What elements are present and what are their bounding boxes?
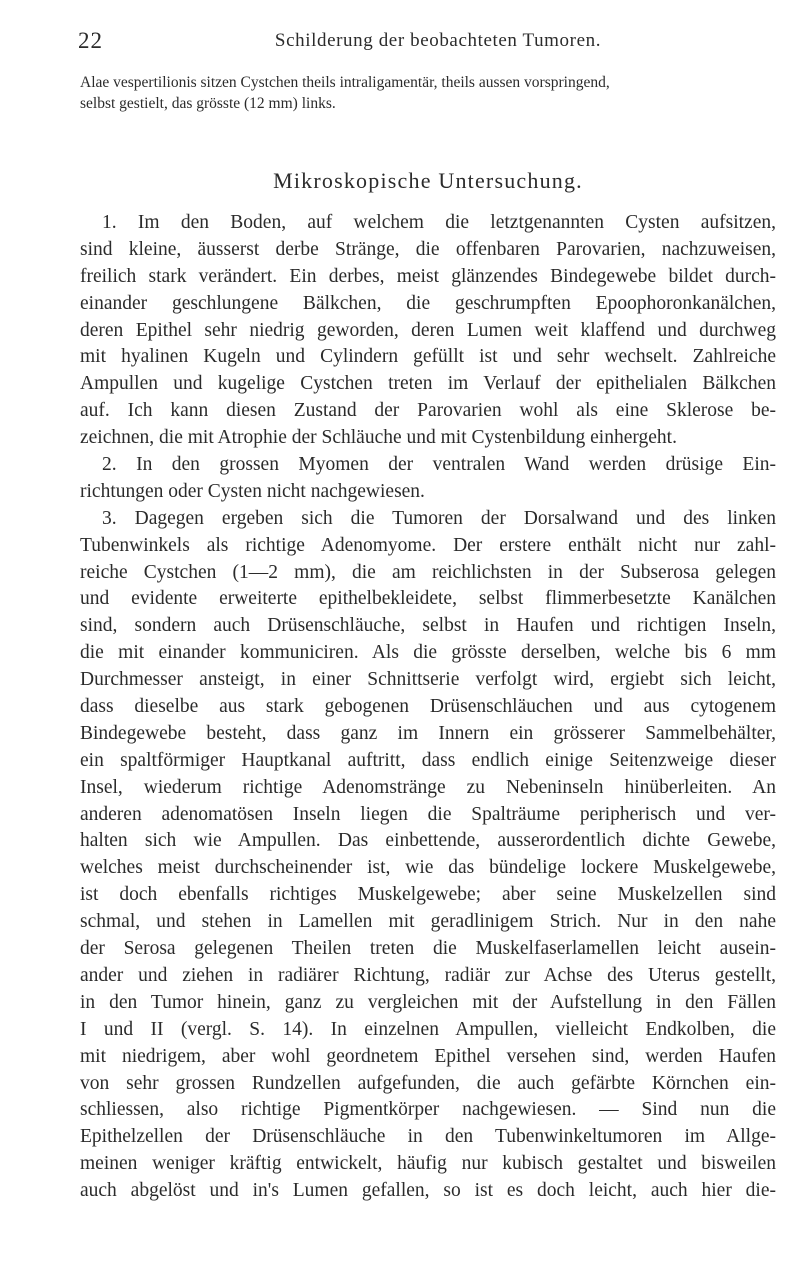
text-line: und evidente erweiterte epithelbekleidete, selbst flimmerbesetzte Kanälchen [80, 588, 776, 610]
text-line: von sehr grossen Rundzellen aufgefunden, die auch gefärbte Körnchen ein- [80, 1072, 776, 1094]
text-line: einander geschlungene Bälkchen, die geschrumpften Epoophoronkanälchen, [80, 292, 776, 314]
text-line: I und II (vergl. S. 14). In einzelnen Ampullen, vielleicht Endkolben, die [80, 1018, 776, 1040]
text-line: mit niedrigem, aber wohl geordnetem Epithel versehen sind, werden Haufen [80, 1045, 776, 1067]
text-line: deren Epithel sehr niedrig geworden, deren Lumen weit klaffend und durchweg [80, 319, 776, 341]
text-line: der Serosa gelegenen Theilen treten die Muskelfaserlamellen leicht ausein- [80, 938, 776, 960]
page-number: 22 [78, 28, 103, 53]
text-line: freilich stark verändert. Ein derbes, meist glänzendes Bindegewebe bildet durch- [80, 265, 776, 287]
text-line: Durchmesser ansteigt, in einer Schnittserie verfolgt wird, ergiebt sich leicht, [80, 669, 776, 691]
text-line: ander und ziehen in radiärer Richtung, radiär zur Achse des Uterus gestellt, [80, 964, 776, 986]
text-line: schmal, und stehen in Lamellen mit geradlinigem Strich. Nur in den nahe [80, 911, 776, 933]
text-line: Tubenwinkels als richtige Adenomyome. Der erstere enthält nicht nur zahl- [80, 534, 776, 556]
body-text [80, 210, 776, 1205]
text-line: anderen adenomatösen Inseln liegen die Spalträume peripherisch und ver- [80, 803, 776, 825]
text-line: meinen weniger kräftig entwickelt, häufig nur kubisch gestaltet und bisweilen [80, 1153, 776, 1175]
text-line: dass dieselbe aus stark gebogenen Drüsenschläuchen und aus cytogenem [80, 696, 776, 718]
text-line: halten sich wie Ampullen. Das einbettende, ausserordentlich dichte Gewebe, [80, 830, 776, 852]
text-line: mit hyalinen Kugeln und Cylindern gefüllt ist und sehr wechselt. Zahlreiche [80, 346, 776, 368]
running-title: Schilderung der beobachteten Tumoren. [274, 30, 602, 51]
text-line: die mit einander kommuniciren. Als die grösste derselben, welche bis 6 mm [80, 642, 776, 664]
running-header [78, 28, 778, 58]
text-line: richtungen oder Cysten nicht nachgewiesen. [80, 480, 425, 502]
text-line: in den Tumor hinein, ganz zu vergleichen mit der Aufstellung in den Fällen [80, 991, 776, 1013]
text-line: ein spaltförmiger Hauptkanal auftritt, dass endlich einige Seitenzweige dieser [80, 749, 776, 771]
text-line: Bindegewebe besteht, dass ganz im Innern ein grösserer Sammelbehälter, [80, 722, 776, 744]
text-line: auch abgelöst und in's Lumen gefallen, so ist es doch leicht, auch hier die- [80, 1180, 776, 1202]
text-line: Epithelzellen der Drüsenschläuche in den Tubenwinkeltumoren im Allge- [80, 1126, 776, 1148]
text-line: auf. Ich kann diesen Zustand der Parovarien wohl als eine Sklerose be- [80, 400, 776, 422]
text-line: 1. Im den Boden, auf welchem die letztgenannten Cysten aufsitzen, [102, 212, 776, 233]
text-line: 3. Dagegen ergeben sich die Tumoren der Dorsalwand und des linken [102, 507, 776, 529]
text-line: sind, sondern auch Drüsenschläuche, selbst in Haufen und richtigen Inseln, [80, 615, 776, 637]
footnote-line: Alae vespertilionis sitzen Cystchen theils intraligamentär, theils aussen vorspringend, [80, 74, 610, 91]
text-line: zeichnen, die mit Atrophie der Schläuche und mit Cystenbildung einhergeht. [80, 427, 677, 449]
text-line: sind kleine, äusserst derbe Stränge, die offenbaren Parovarien, nachzuweisen, [80, 238, 776, 260]
text-line: 2. In den grossen Myomen der ventralen Wand werden drüsige Ein- [102, 454, 776, 476]
text-line: ist doch ebenfalls richtiges Muskelgewebe; aber seine Muskelzellen sind [80, 884, 776, 906]
text-line: schliessen, also richtige Pigmentkörper nachgewiesen. — Sind nun die [80, 1099, 776, 1121]
text-line: reiche Cystchen (1—2 mm), die am reichlichsten in der Subserosa gelegen [80, 561, 776, 583]
text-line: welches meist durchscheinender ist, wie das bündelige lockere Muskelgewebe, [80, 857, 776, 879]
footnote-continuation [80, 72, 776, 114]
text-line: Ampullen und kugelige Cystchen treten im Verlauf der epithelialen Bälkchen [80, 373, 776, 395]
footnote-line: selbst gestielt, das grösste (12 mm) links. [80, 95, 336, 112]
section-heading: Mikroskopische Untersuchung. [273, 168, 583, 193]
text-line: Insel, wiederum richtige Adenomstränge zu Nebeninseln hinüberleiten. An [80, 776, 776, 798]
